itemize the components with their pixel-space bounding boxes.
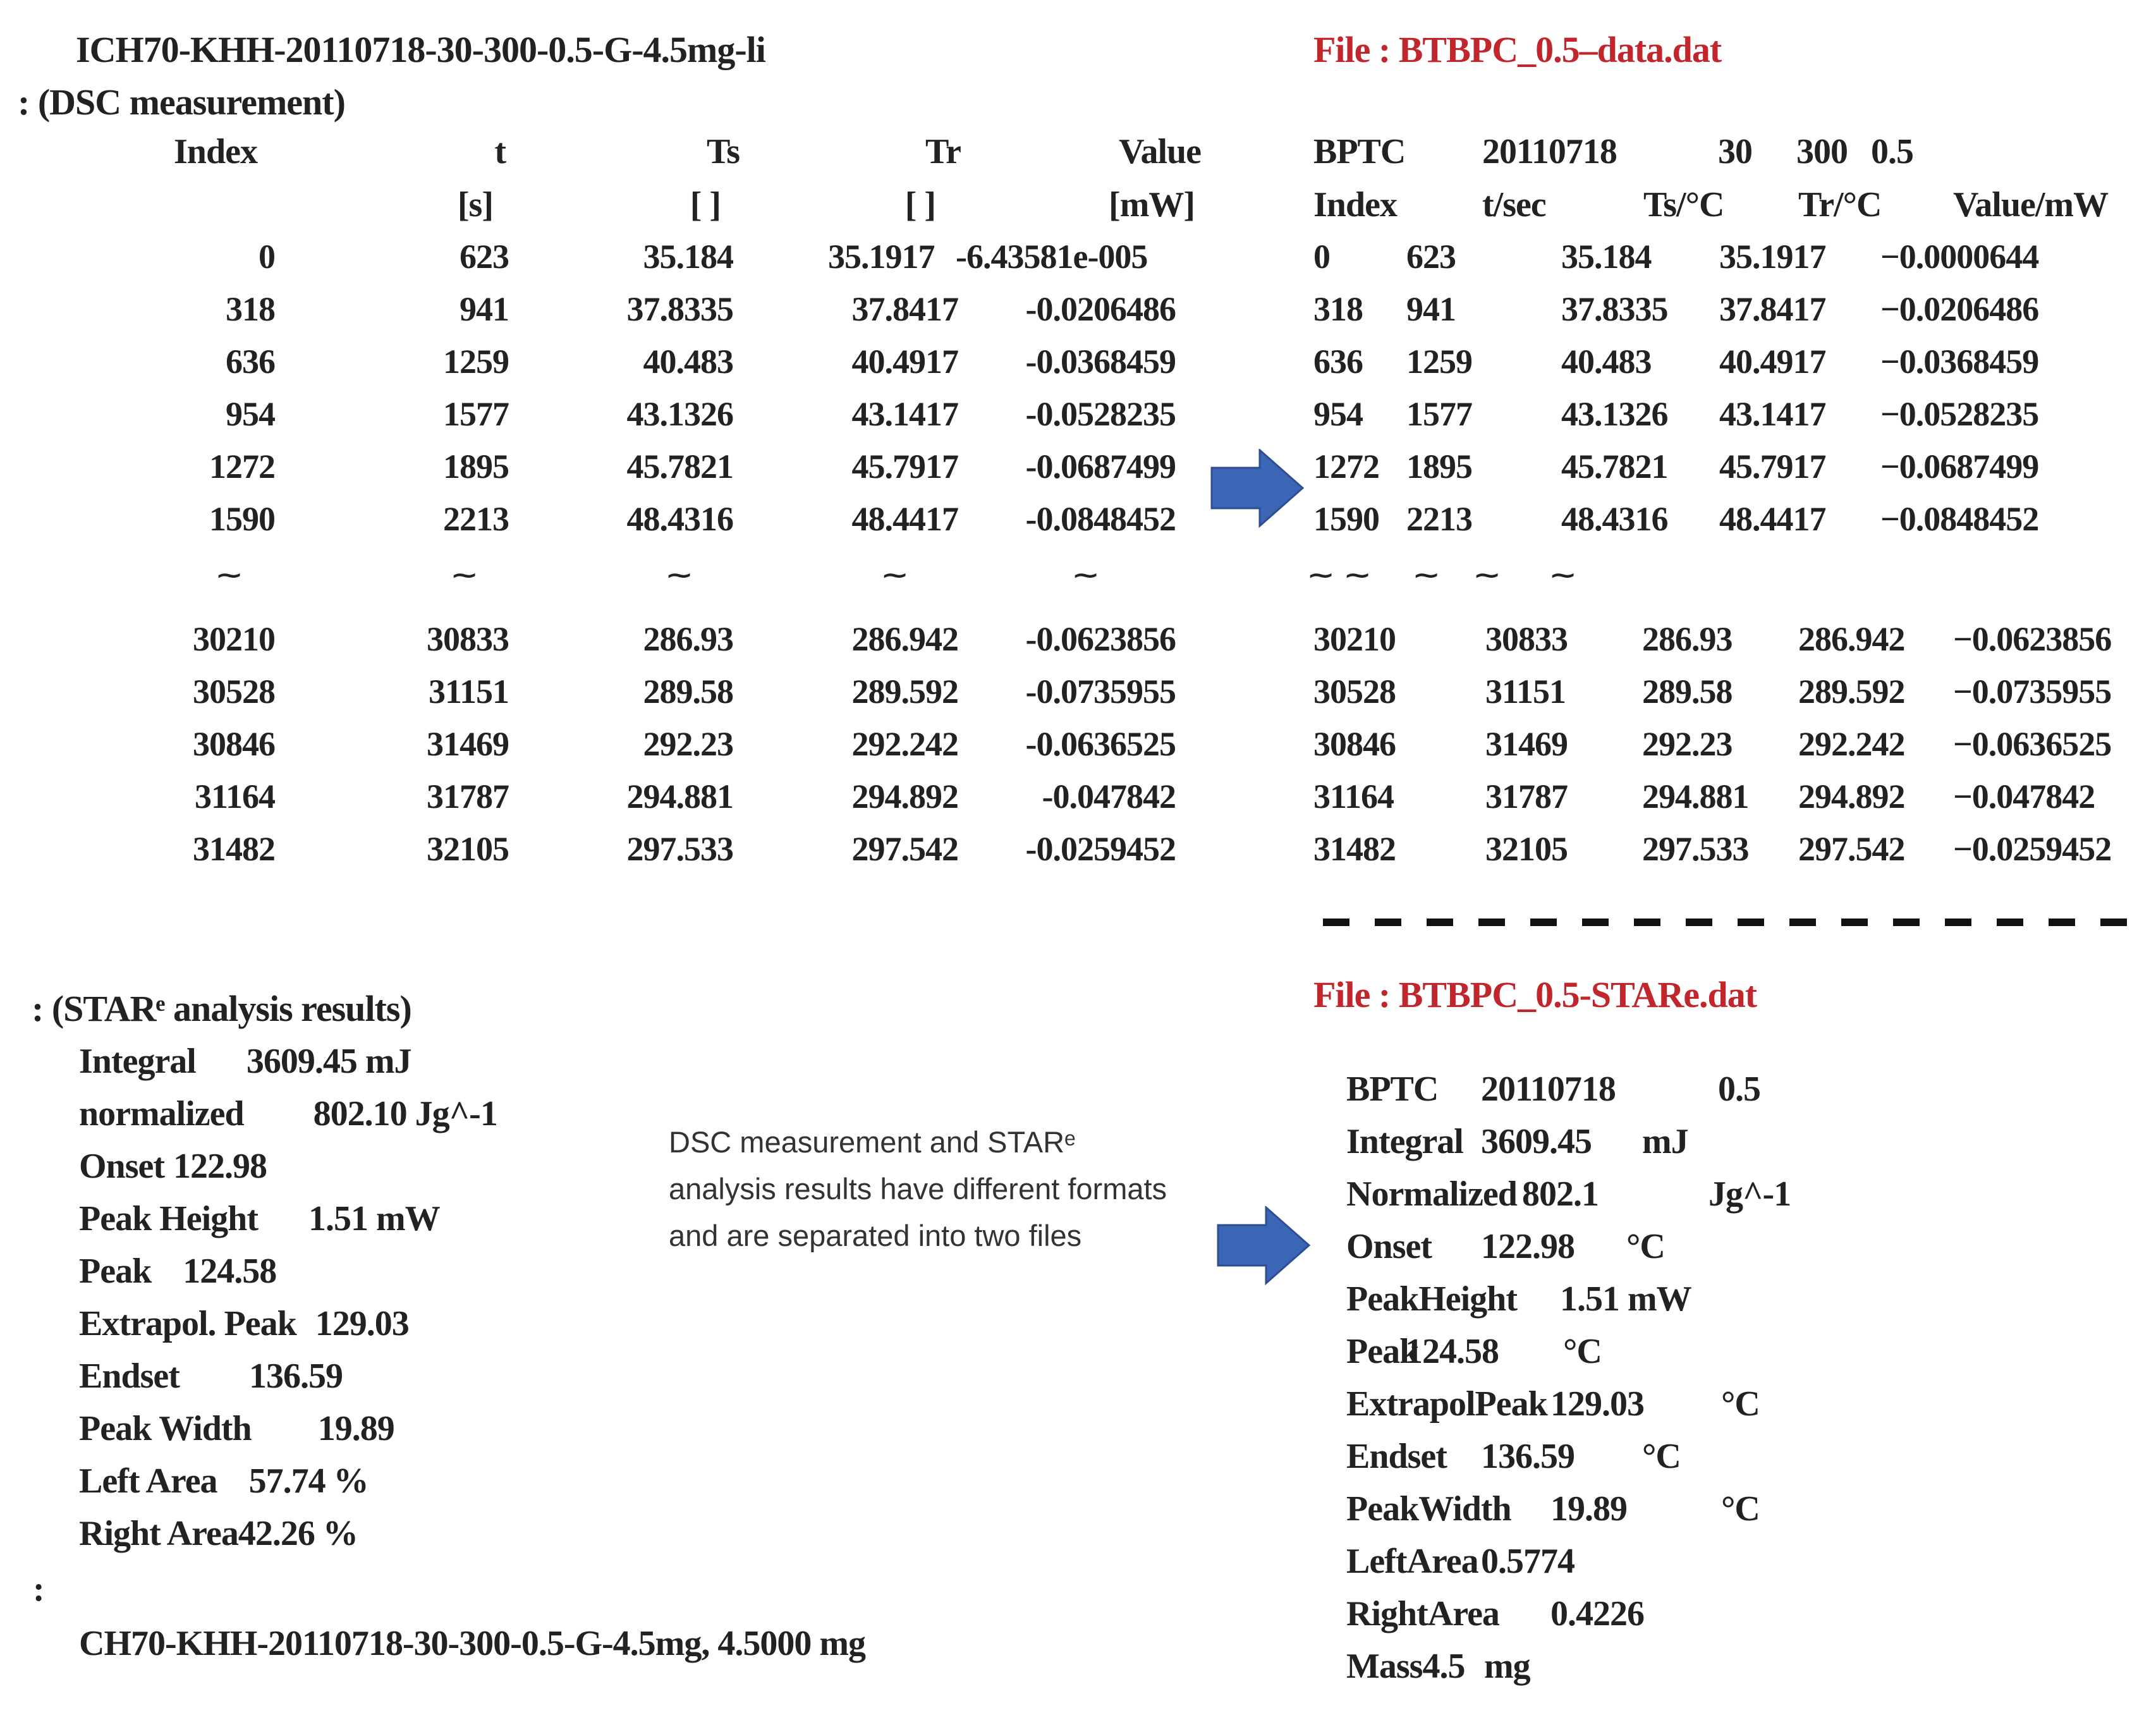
cell-tr: 45.7917 [851, 448, 958, 485]
header-end: 300 [1796, 132, 1848, 171]
cell-index: 31164 [194, 778, 275, 815]
star-item-right-area: Right Area42.26 % [79, 1514, 358, 1553]
cell-ts: 45.7821 [1561, 448, 1668, 485]
ellipsis-tilde-icon: ~ [1549, 561, 1578, 589]
header-rate: 0.5 [1871, 132, 1913, 171]
ellipsis-tilde-icon: ~ [1306, 561, 1336, 589]
cell-ts: 37.8335 [1561, 290, 1668, 328]
cell-index: 0 [259, 238, 275, 276]
star-item-normalized: normalized 802.10 Jg^-1 [79, 1094, 497, 1133]
cell-tr: 45.7917 [1719, 448, 1826, 485]
cell-t: 32105 [1485, 830, 1568, 868]
cell-index: 31164 [1313, 778, 1394, 815]
cell-ts: 35.184 [643, 238, 733, 276]
cell-ts: 45.7821 [626, 448, 733, 485]
star-item-peak-width: Peak Width 19.89 [79, 1409, 394, 1448]
cell-tr: 43.1417 [851, 395, 958, 433]
cell-index: 1272 [1313, 448, 1379, 485]
cell-index: 318 [226, 290, 275, 328]
cell-t: 31787 [1485, 778, 1568, 815]
cell-t: 1895 [1406, 448, 1472, 485]
cell-index: 30528 [1313, 673, 1396, 711]
star-item-integral: Integral 3609.45 mJ [79, 1042, 411, 1081]
cell-t: 623 [1406, 238, 1456, 276]
cell-value: −0.047842 [1953, 778, 2095, 815]
cell-index: 30528 [193, 673, 275, 711]
cell-value: -6.43581e-005 [956, 238, 1148, 276]
cell-value: −0.0528235 [1880, 395, 2039, 433]
cell-index: 954 [226, 395, 275, 433]
cell-tr: 292.242 [851, 725, 958, 763]
cell-tr: 294.892 [1798, 778, 1905, 815]
star-item-peak: Peak 124.58 [79, 1252, 277, 1291]
unit-ts: [ ] [690, 185, 721, 224]
cell-value: −0.0206486 [1880, 290, 2039, 328]
cell-tr: 40.4917 [1719, 343, 1826, 381]
cell-ts: 37.8335 [626, 290, 733, 328]
cell-index: 954 [1313, 395, 1363, 433]
cell-index: 318 [1313, 290, 1363, 328]
star-line-left-area: LeftArea 0.5774 [1346, 1542, 1574, 1581]
cell-index: 1590 [209, 500, 275, 538]
dsc-section-label: : (DSC measurement) [18, 82, 345, 123]
cell-index: 636 [226, 343, 275, 381]
ellipsis-tilde-icon: ~ [1071, 561, 1100, 589]
data-file-title: File : BTBPC_0.5–data.dat [1313, 29, 1722, 70]
cell-index: 636 [1313, 343, 1363, 381]
cell-index: 0 [1313, 238, 1330, 276]
cell-tr: 286.942 [851, 620, 958, 658]
cell-index: 30846 [1313, 725, 1396, 763]
cell-ts: 289.58 [1642, 673, 1733, 711]
star-item-left-area: Left Area 57.74 % [79, 1462, 368, 1501]
cell-ts: 40.483 [643, 343, 733, 381]
cell-ts: 292.23 [1642, 725, 1733, 763]
separator-colon: : [33, 1570, 44, 1609]
cell-tr: 289.592 [851, 673, 958, 711]
cell-t: 32105 [427, 830, 509, 868]
cell-tr: 297.542 [1798, 830, 1905, 868]
cell-t: 31469 [1485, 725, 1568, 763]
star-line-header: BPTC 20110718 0.5 [1346, 1070, 1760, 1109]
cell-tr: 37.8417 [851, 290, 958, 328]
table-units-row [0, 185, 1201, 229]
col-header-tr: Tr [925, 132, 961, 171]
cell-t: 2213 [1406, 500, 1472, 538]
source-file-title: ICH70-KHH-20110718-30-300-0.5-G-4.5mg-li [76, 29, 765, 70]
star-line-peak: Peak 124.58 °C [1346, 1332, 1602, 1371]
arrow-right-icon [1210, 449, 1305, 528]
cell-t: 31787 [427, 778, 509, 815]
cell-ts: 48.4316 [626, 500, 733, 538]
col-header-index: Index [1313, 185, 1397, 224]
cell-t: 1577 [443, 395, 509, 433]
unit-tr: [ ] [904, 185, 935, 224]
cell-tr: 294.892 [851, 778, 958, 815]
cell-value: -0.0636525 [1025, 725, 1176, 763]
cell-index: 1590 [1313, 500, 1379, 538]
star-section-label: : (STARᵉ analysis results) [32, 988, 411, 1029]
cell-index: 30210 [193, 620, 275, 658]
col-header-t: t [494, 132, 506, 171]
col-header-t: t/sec [1482, 185, 1546, 224]
ellipsis-tilde-icon: ~ [665, 561, 694, 589]
cell-ts: 289.58 [643, 673, 733, 711]
ellipsis-row [0, 555, 1201, 599]
cell-ts: 286.93 [1642, 620, 1733, 658]
cell-value: −0.0636525 [1953, 725, 2112, 763]
cell-ts: 286.93 [643, 620, 733, 658]
cell-value: −0.0623856 [1953, 620, 2112, 658]
cell-t: 941 [460, 290, 509, 328]
cell-t: 1259 [1406, 343, 1472, 381]
cell-tr: 35.1917 [828, 238, 935, 276]
col-header-index: Index [174, 132, 257, 171]
cell-t: 1259 [443, 343, 509, 381]
cell-value: −0.0735955 [1953, 673, 2112, 711]
star-line-peak-height: PeakHeight 1.51 mW [1346, 1279, 1691, 1319]
col-header-ts: Ts/°C [1643, 185, 1724, 224]
cell-ts: 35.184 [1561, 238, 1652, 276]
cell-value: -0.0623856 [1025, 620, 1176, 658]
cell-tr: 292.242 [1798, 725, 1905, 763]
sample-info-line: CH70-KHH-20110718-30-300-0.5-G-4.5mg, 4.5000 mg [79, 1624, 865, 1663]
cell-value: -0.0735955 [1025, 673, 1176, 711]
cell-value: −0.0368459 [1880, 343, 2039, 381]
star-line-peak-width: PeakWidth 19.89 °C [1346, 1489, 1760, 1529]
cell-t: 31151 [1485, 673, 1566, 711]
cell-value: −0.0000644 [1880, 238, 2039, 276]
explanation-note: DSC measurement and STARᵉ analysis results have different formats and are separated into two files [669, 1125, 1167, 1252]
cell-t: 623 [460, 238, 509, 276]
star-line-onset: Onset 122.98 °C [1346, 1227, 1665, 1266]
star-line-normalized: Normalized 802.1 Jg^-1 [1346, 1175, 1791, 1214]
ellipsis-tilde-icon: ~ [215, 561, 244, 589]
ellipsis-tilde-icon: ~ [880, 561, 910, 589]
cell-tr: 48.4417 [851, 500, 958, 538]
cell-index: 30210 [1313, 620, 1396, 658]
cell-t: 1895 [443, 448, 509, 485]
arrow-right-icon [1217, 1206, 1312, 1285]
cell-tr: 37.8417 [1719, 290, 1826, 328]
cell-index: 30846 [193, 725, 275, 763]
cell-t: 31469 [427, 725, 509, 763]
cell-t: 31151 [428, 673, 509, 711]
cell-value: -0.0687499 [1025, 448, 1176, 485]
cell-index: 31482 [193, 830, 275, 868]
cell-value: -0.0848452 [1025, 500, 1176, 538]
cell-tr: 48.4417 [1719, 500, 1826, 538]
star-line-integral: Integral 3609.45 mJ [1346, 1122, 1688, 1161]
star-line-right-area: RightArea 0.4226 [1346, 1594, 1644, 1633]
unit-value: [mW] [1109, 185, 1195, 224]
cell-tr: 40.4917 [851, 343, 958, 381]
col-header-value: Value [1119, 132, 1201, 171]
cell-ts: 43.1326 [1561, 395, 1668, 433]
cell-ts: 48.4316 [1561, 500, 1668, 538]
star-line-mass: Mass4.5 mg [1346, 1647, 1530, 1686]
ellipsis-tilde-icon: ~ [1343, 561, 1372, 589]
cell-value: -0.0368459 [1025, 343, 1176, 381]
cell-ts: 297.533 [626, 830, 733, 868]
star-line-endset: Endset 136.59 °C [1346, 1437, 1681, 1476]
cell-value: -0.0259452 [1025, 830, 1176, 868]
ellipsis-tilde-icon: ~ [450, 561, 479, 589]
unit-t: [s] [457, 185, 493, 224]
cell-tr: 297.542 [851, 830, 958, 868]
header-sample: BPTC [1313, 132, 1406, 171]
star-file-title: File : BTBPC_0.5-STARe.dat [1313, 974, 1757, 1015]
col-header-ts: Ts [706, 132, 740, 171]
cell-tr: 43.1417 [1719, 395, 1826, 433]
cell-index: 31482 [1313, 830, 1396, 868]
cell-tr: 286.942 [1798, 620, 1905, 658]
cell-t: 30833 [427, 620, 509, 658]
cell-value: −0.0848452 [1880, 500, 2039, 538]
cell-value: -0.047842 [1042, 778, 1176, 815]
cell-t: 30833 [1485, 620, 1568, 658]
star-line-extrapol-peak: ExtrapolPeak 129.03 °C [1346, 1384, 1760, 1424]
cell-value: -0.0206486 [1025, 290, 1176, 328]
cell-ts: 294.881 [626, 778, 733, 815]
cell-ts: 43.1326 [626, 395, 733, 433]
star-item-extrapol-peak: Extrapol. Peak 129.03 [79, 1304, 409, 1343]
cell-tr: 289.592 [1798, 673, 1905, 711]
star-item-onset: Onset 122.98 [79, 1147, 267, 1186]
ellipsis-tilde-icon: ~ [1412, 561, 1441, 589]
cell-value: −0.0687499 [1880, 448, 2039, 485]
cell-index: 1272 [209, 448, 275, 485]
cell-value: −0.0259452 [1953, 830, 2112, 868]
header-start: 30 [1718, 132, 1752, 171]
star-item-endset: Endset 136.59 [79, 1357, 343, 1396]
cell-value: -0.0528235 [1025, 395, 1176, 433]
table-header-row [0, 131, 1201, 176]
ellipsis-tilde-icon: ~ [1473, 561, 1502, 589]
cell-ts: 292.23 [643, 725, 733, 763]
cell-t: 2213 [443, 500, 509, 538]
col-header-value: Value/mW [1953, 185, 2109, 224]
star-item-peak-height: Peak Height 1.51 mW [79, 1199, 440, 1238]
cell-tr: 35.1917 [1719, 238, 1826, 276]
cell-ts: 297.533 [1642, 830, 1749, 868]
col-header-tr: Tr/°C [1798, 185, 1882, 224]
header-date: 20110718 [1482, 132, 1617, 171]
cell-t: 941 [1406, 290, 1456, 328]
cell-ts: 40.483 [1561, 343, 1652, 381]
cell-ts: 294.881 [1642, 778, 1749, 815]
cell-t: 1577 [1406, 395, 1472, 433]
